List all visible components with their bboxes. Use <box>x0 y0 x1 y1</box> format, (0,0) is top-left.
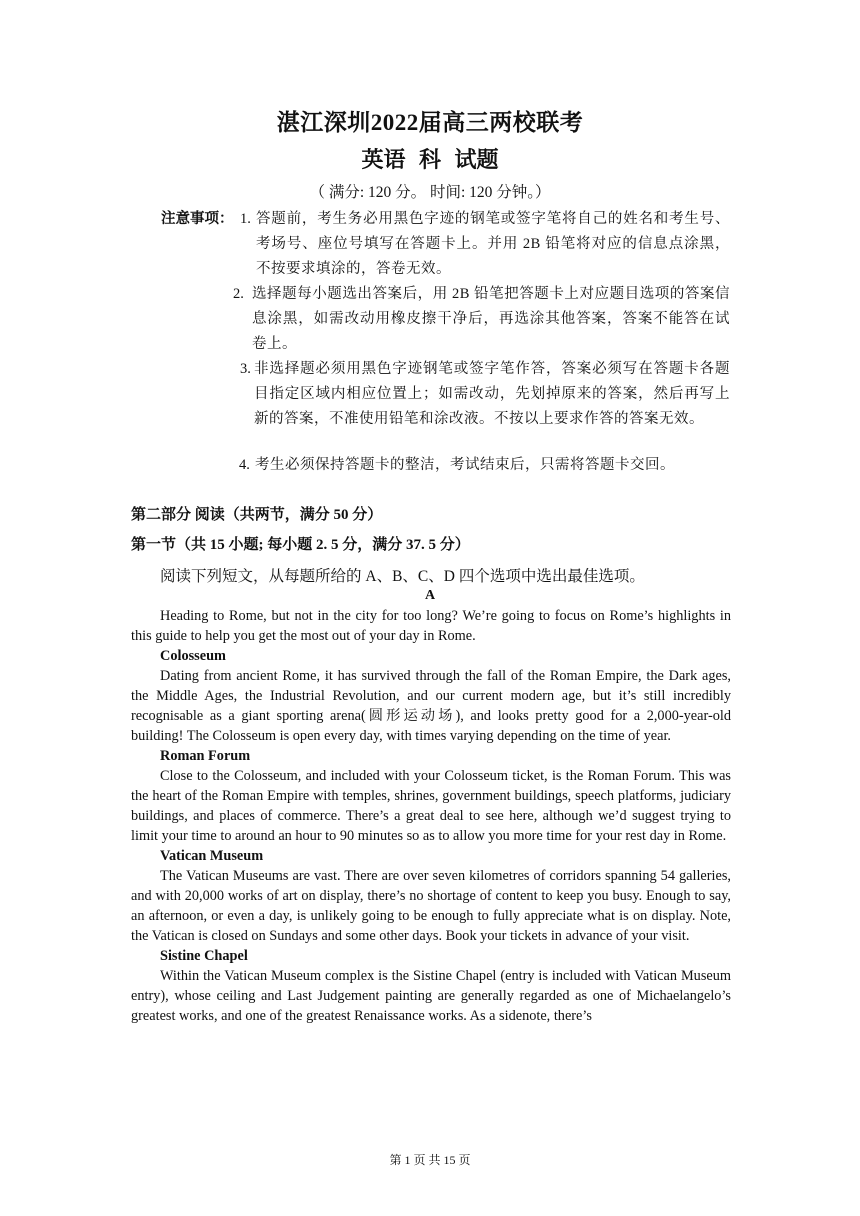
note-text: 考生必须保持答题卡的整洁，考试结束后，只需将答题卡交回。 <box>255 457 675 473</box>
roman-forum-paragraph: Close to the Colosseum, and included with your Colosseum ticket, is the Roman Forum. This was the heart of the Roman Empire with temples, shrines, government buildings, speech platforms, judiciary buildings, and places of commerce. There’s a great deal to see here, although we’d suggest trying to limit your time to around an hour to 90 minutes so as to allow you more time for your rest day in Rome. <box>131 768 731 844</box>
section-heading: 第一节（共 15 小题; 每小题 2. 5 分，满分 37. 5 分） <box>131 537 470 553</box>
exam-subject-line <box>0 143 860 174</box>
notes-label: 注意事项： <box>161 211 234 227</box>
note-number: 1. <box>240 211 251 227</box>
note-number: 2. <box>233 286 244 302</box>
part-heading: 第二部分 阅读（共两节，满分 50 分） <box>131 507 383 523</box>
roman-forum-heading: Roman Forum <box>160 748 251 764</box>
note-number: 3. <box>240 361 251 377</box>
subject-tail: 试题 <box>454 147 499 172</box>
section-instruction: 阅读下列短文，从每题所给的 A、B、C、D 四个选项中选出最佳选项。 <box>160 568 645 585</box>
subject-name: 英语 <box>361 147 406 172</box>
subject-mid: 科 <box>418 147 441 172</box>
exam-meta: （ 满分: 120 分。 时间: 120 分钟。） <box>309 184 551 201</box>
sistine-chapel-heading: Sistine Chapel <box>160 948 248 964</box>
vatican-museum-paragraph: The Vatican Museums are vast. There are over seven kilometres of corridors spanning 54 galleries, and with 20,000 works of art on display, there’s no shortage of content to keep you busy. Enough to say, an afternoon, or even a day, is unlikely going to be enough to fully appreciate what is on display. Note, the Vatican is closed on Sundays and some other days. Book your tickets in advance of your visit. <box>131 868 731 944</box>
note-text: 非选择题必须用黑色字迹钢笔或签字笔作答，答案必须写在答题卡各题目指定区域内相应位置上；如需改动，先划掉原来的答案，然后再写上新的答案，不准使用铅笔和涂改液。不按以上要求作答的答案无效。 <box>254 361 730 427</box>
note-number: 4. <box>239 457 250 473</box>
colosseum-heading: Colosseum <box>160 648 226 664</box>
exam-title: 湛江深圳2022届高三两校联考 <box>276 110 584 135</box>
note-text: 答题前，考生务必用黑色字迹的钢笔或签字笔将自己的姓名和考生号、考场号、座位号填写在答题卡上。并用 2B 铅笔将对应的信息点涂黑，不按要求填涂的，答卷无效。 <box>256 211 730 277</box>
colosseum-paragraph: Dating from ancient Rome, it has survived through the fall of the Roman Empire, the Dark ages, the Middle Ages, the Industrial Revolution, and our current modern age, but it’s still incredibly recognisable as a giant sporting arena(圆形运动场), and looks pretty good for a 2,000-year-old building! The Colosseum is open every day, with times varying depending on the time of year. <box>131 668 731 744</box>
sistine-chapel-paragraph: Within the Vatican Museum complex is the Sistine Chapel (entry is included with Vatican Museum entry), whose ceiling and Last Judgement painting are generally regarded as one of Michaelangelo’s greatest works, and one of the greatest Renaissance works. As a sidenote, there’s <box>131 968 731 1024</box>
note-text: 选择题每小题选出答案后，用 2B 铅笔把答题卡上对应题目选项的答案信息涂黑，如需改动用橡皮擦干净后，再选涂其他答案，答案不能答在试卷上。 <box>252 286 730 352</box>
passage-intro: Heading to Rome, but not in the city for too long? We’re going to focus on Rome’s highlights in this guide to help you get the most out of your day in Rome. <box>131 608 731 644</box>
passage-body <box>131 606 731 1026</box>
page-footer: 第 1 页 共 15 页 <box>389 1153 471 1167</box>
vatican-museum-heading: Vatican Museum <box>160 848 264 864</box>
passage-letter: A <box>424 588 436 603</box>
